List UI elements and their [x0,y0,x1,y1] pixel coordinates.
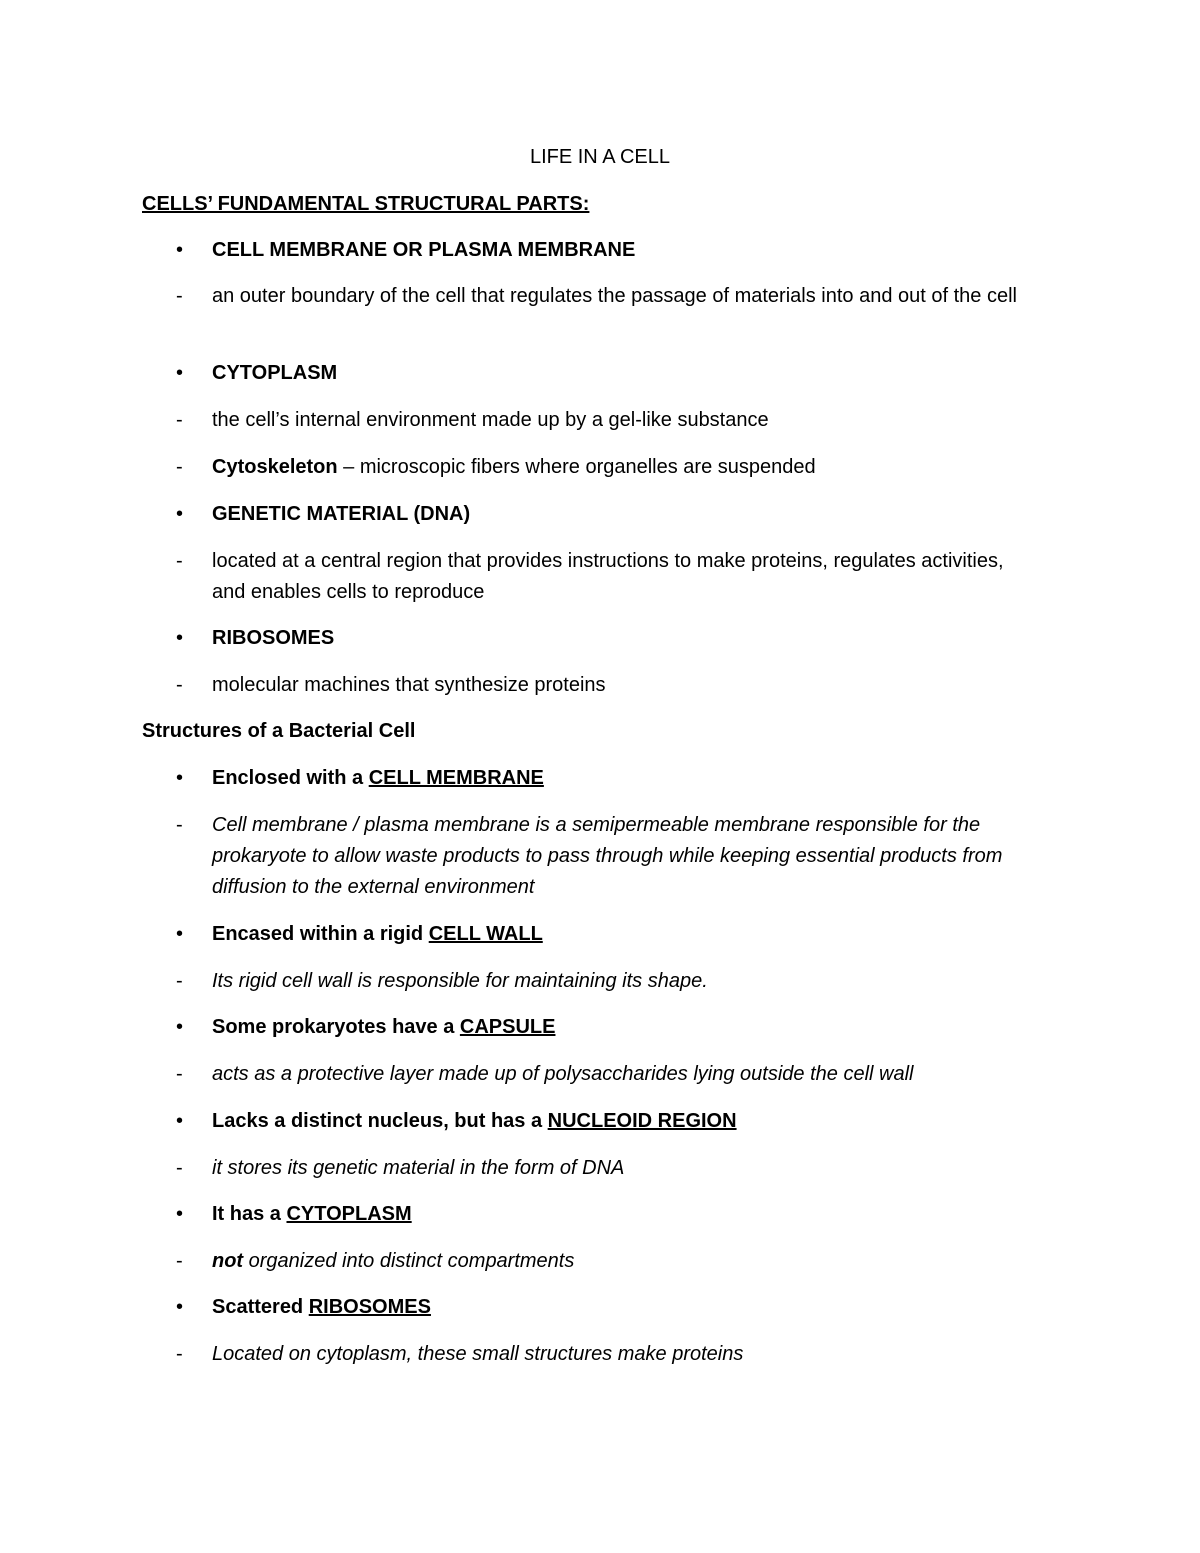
emphasis-not: not [212,1250,244,1272]
item-lead-text: Some prokaryotes have a [212,1016,460,1038]
item-lead-text: Encased within a rigid [212,923,429,945]
item-ribosomes-heading: RIBOSOMES [212,627,335,649]
item-term: RIBOSOMES [308,1296,431,1318]
bullet-marker: • [176,767,184,789]
item-scattered-ribosomes [212,1292,1062,1323]
item-cytoplasm-heading: CYTOPLASM [212,362,338,384]
item-lead-text: Scattered [212,1296,309,1318]
dash-marker: - [176,409,183,431]
dash-marker: - [176,1250,183,1272]
dash-marker: - [176,1157,183,1179]
item-enclosed-cell-membrane [212,763,1062,794]
cytoplasm-explanation-rest: organized into distinct compartments [243,1250,575,1272]
item-ribosomes-description: molecular machines that synthesize proteins [212,674,606,696]
bullet-marker: • [176,1016,184,1038]
item-cytoskeleton-description [212,452,1062,483]
item-cell-membrane-heading: CELL MEMBRANE OR PLASMA MEMBRANE [212,239,636,261]
dash-marker: - [176,1063,183,1085]
item-genetic-material-heading: GENETIC MATERIAL (DNA) [212,503,471,525]
bullet-marker: • [176,1296,184,1318]
bullet-marker: • [176,923,184,945]
item-nucleoid-explanation: it stores its genetic material in the form of DNA [212,1157,625,1179]
item-lead-text: Enclosed with a [212,767,369,789]
item-genetic-material-description: located at a central region that provides instructions to make proteins, regulates activities, and enables cells to reproduce [212,550,1004,603]
item-term: CELL WALL [428,923,543,945]
dash-marker: - [176,970,183,992]
item-cell-wall-explanation: Its rigid cell wall is responsible for maintaining its shape. [212,970,708,992]
item-term: CYTOPLASM [286,1203,412,1225]
section-heading-bacterial-cell: Structures of a Bacterial Cell [142,720,416,742]
item-lead-text: Lacks a distinct nucleus, but has a [212,1110,548,1132]
item-capsule [212,1012,1062,1043]
item-cytoplasm-explanation [212,1246,1062,1277]
dash-marker: - [176,674,183,696]
item-cytoplasm-description: the cell’s internal environment made up by a gel-like substance [212,409,769,431]
dash-marker: - [176,1343,183,1365]
section-heading-fundamental-parts: CELLS’ FUNDAMENTAL STRUCTURAL PARTS: [142,193,590,215]
item-ribosomes-explanation: Located on cytoplasm, these small structures make proteins [212,1343,744,1365]
bullet-marker: • [176,1203,184,1225]
bullet-marker: • [176,503,184,525]
dash-marker: - [176,814,183,836]
bullet-marker: • [176,627,184,649]
bullet-marker: • [176,362,184,384]
bullet-marker: • [176,239,184,261]
item-cell-membrane-description: an outer boundary of the cell that regulates the passage of materials into and out of the cell [212,285,1017,307]
item-term: CAPSULE [459,1016,556,1038]
item-encased-cell-wall [212,919,1062,950]
bullet-marker: • [176,1110,184,1132]
dash-marker: - [176,285,183,307]
cytoskeleton-definition: – microscopic fibers where organelles are suspended [337,456,816,478]
item-nucleoid-region [212,1106,1062,1137]
item-lead-text: It has a [212,1203,287,1225]
item-term: NUCLEOID REGION [547,1110,737,1132]
item-has-cytoplasm [212,1199,1062,1230]
dash-marker: - [176,550,183,572]
cytoskeleton-term: Cytoskeleton [212,456,338,478]
item-term: CELL MEMBRANE [368,767,544,789]
document-title: LIFE IN A CELL [529,146,671,168]
item-cell-membrane-explanation: Cell membrane / plasma membrane is a semipermeable membrane responsible for the prokaryote to allow waste products to pass through while keeping essential products from diffusion to the external environment [212,814,1003,898]
dash-marker: - [176,456,183,478]
item-capsule-explanation: acts as a protective layer made up of polysaccharides lying outside the cell wall [212,1063,914,1085]
